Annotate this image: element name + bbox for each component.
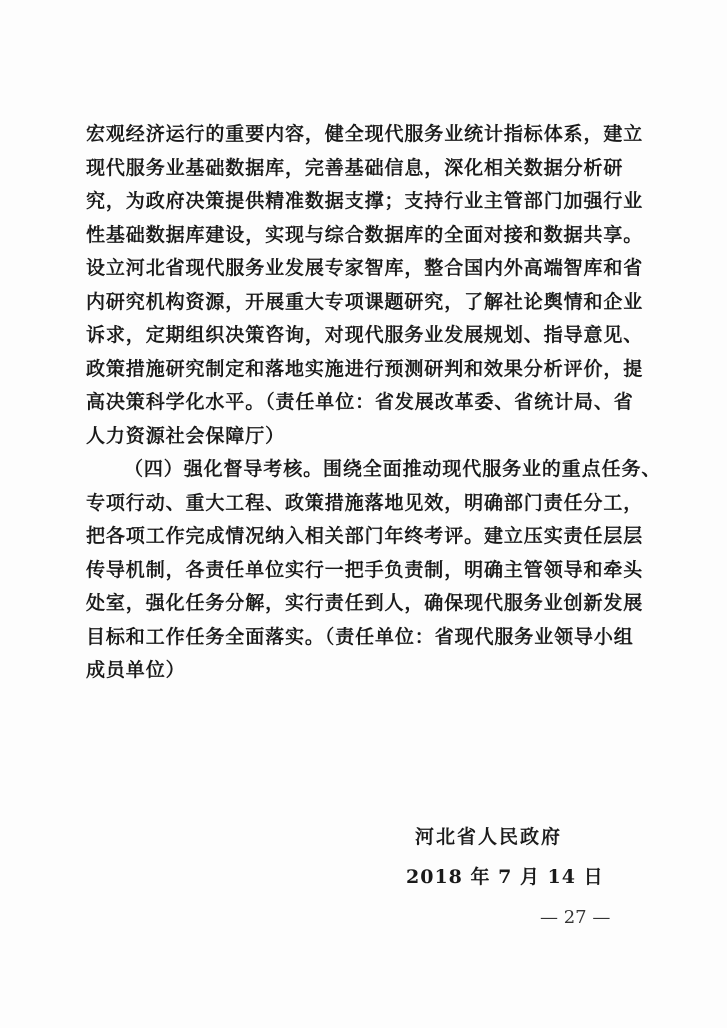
text-line: 目标和工作任务全面落实。（责任单位：省现代服务业领导小组 <box>86 625 634 648</box>
text-line: 究，为政府决策提供精准数据支撑；支持行业主管部门加强行业 <box>86 190 644 212</box>
text-line: 人力资源社会保障厅） <box>86 424 286 447</box>
text-line: 现代服务业基础数据库，完善基础信息，深化相关数据分析研 <box>86 156 624 179</box>
text-line: 成员单位） <box>86 659 186 681</box>
text-line: 内研究机构资源，开展重大专项课题研究，了解社论舆情和企业 <box>86 290 644 313</box>
section-heading-line: （四）强化督导考核。围绕全面推动现代服务业的重点任务、 <box>124 458 662 480</box>
issuer-signature: 河北省人民政府 <box>415 826 563 848</box>
text-line: 政策措施研究制定和落地实施进行预测研判和效果分析评价，提 <box>86 357 644 380</box>
page-number: — 27 — <box>540 907 611 928</box>
text-line: 把各项工作完成情况纳入相关部门年终考评。建立压实责任层层 <box>86 525 644 547</box>
issue-date: 2018 年 7 月 14 日 <box>406 866 604 888</box>
text-line: 传导机制，各责任单位实行一把手负责制，明确主管领导和牵头 <box>86 558 644 581</box>
text-line: 诉求，定期组织决策咨询，对现代服务业发展规划、指导意见、 <box>86 324 644 346</box>
text-line: 处室，强化任务分解，实行责任到人，确保现代服务业创新发展 <box>86 592 644 614</box>
text-line: 专项行动、重大工程、政策措施落地见效，明确部门责任分工， <box>86 491 644 514</box>
text-line: 设立河北省现代服务业发展专家智库，整合国内外高端智库和省 <box>86 257 644 279</box>
body-text <box>86 118 662 688</box>
text-line: 高决策科学化水平。（责任单位：省发展改革委、省统计局、省 <box>86 391 634 413</box>
text-line: 性基础数据库建设，实现与综合数据库的全面对接和数据共享。 <box>86 223 644 246</box>
text-line: 宏观经济运行的重要内容，健全现代服务业统计指标体系，建立 <box>86 123 644 145</box>
